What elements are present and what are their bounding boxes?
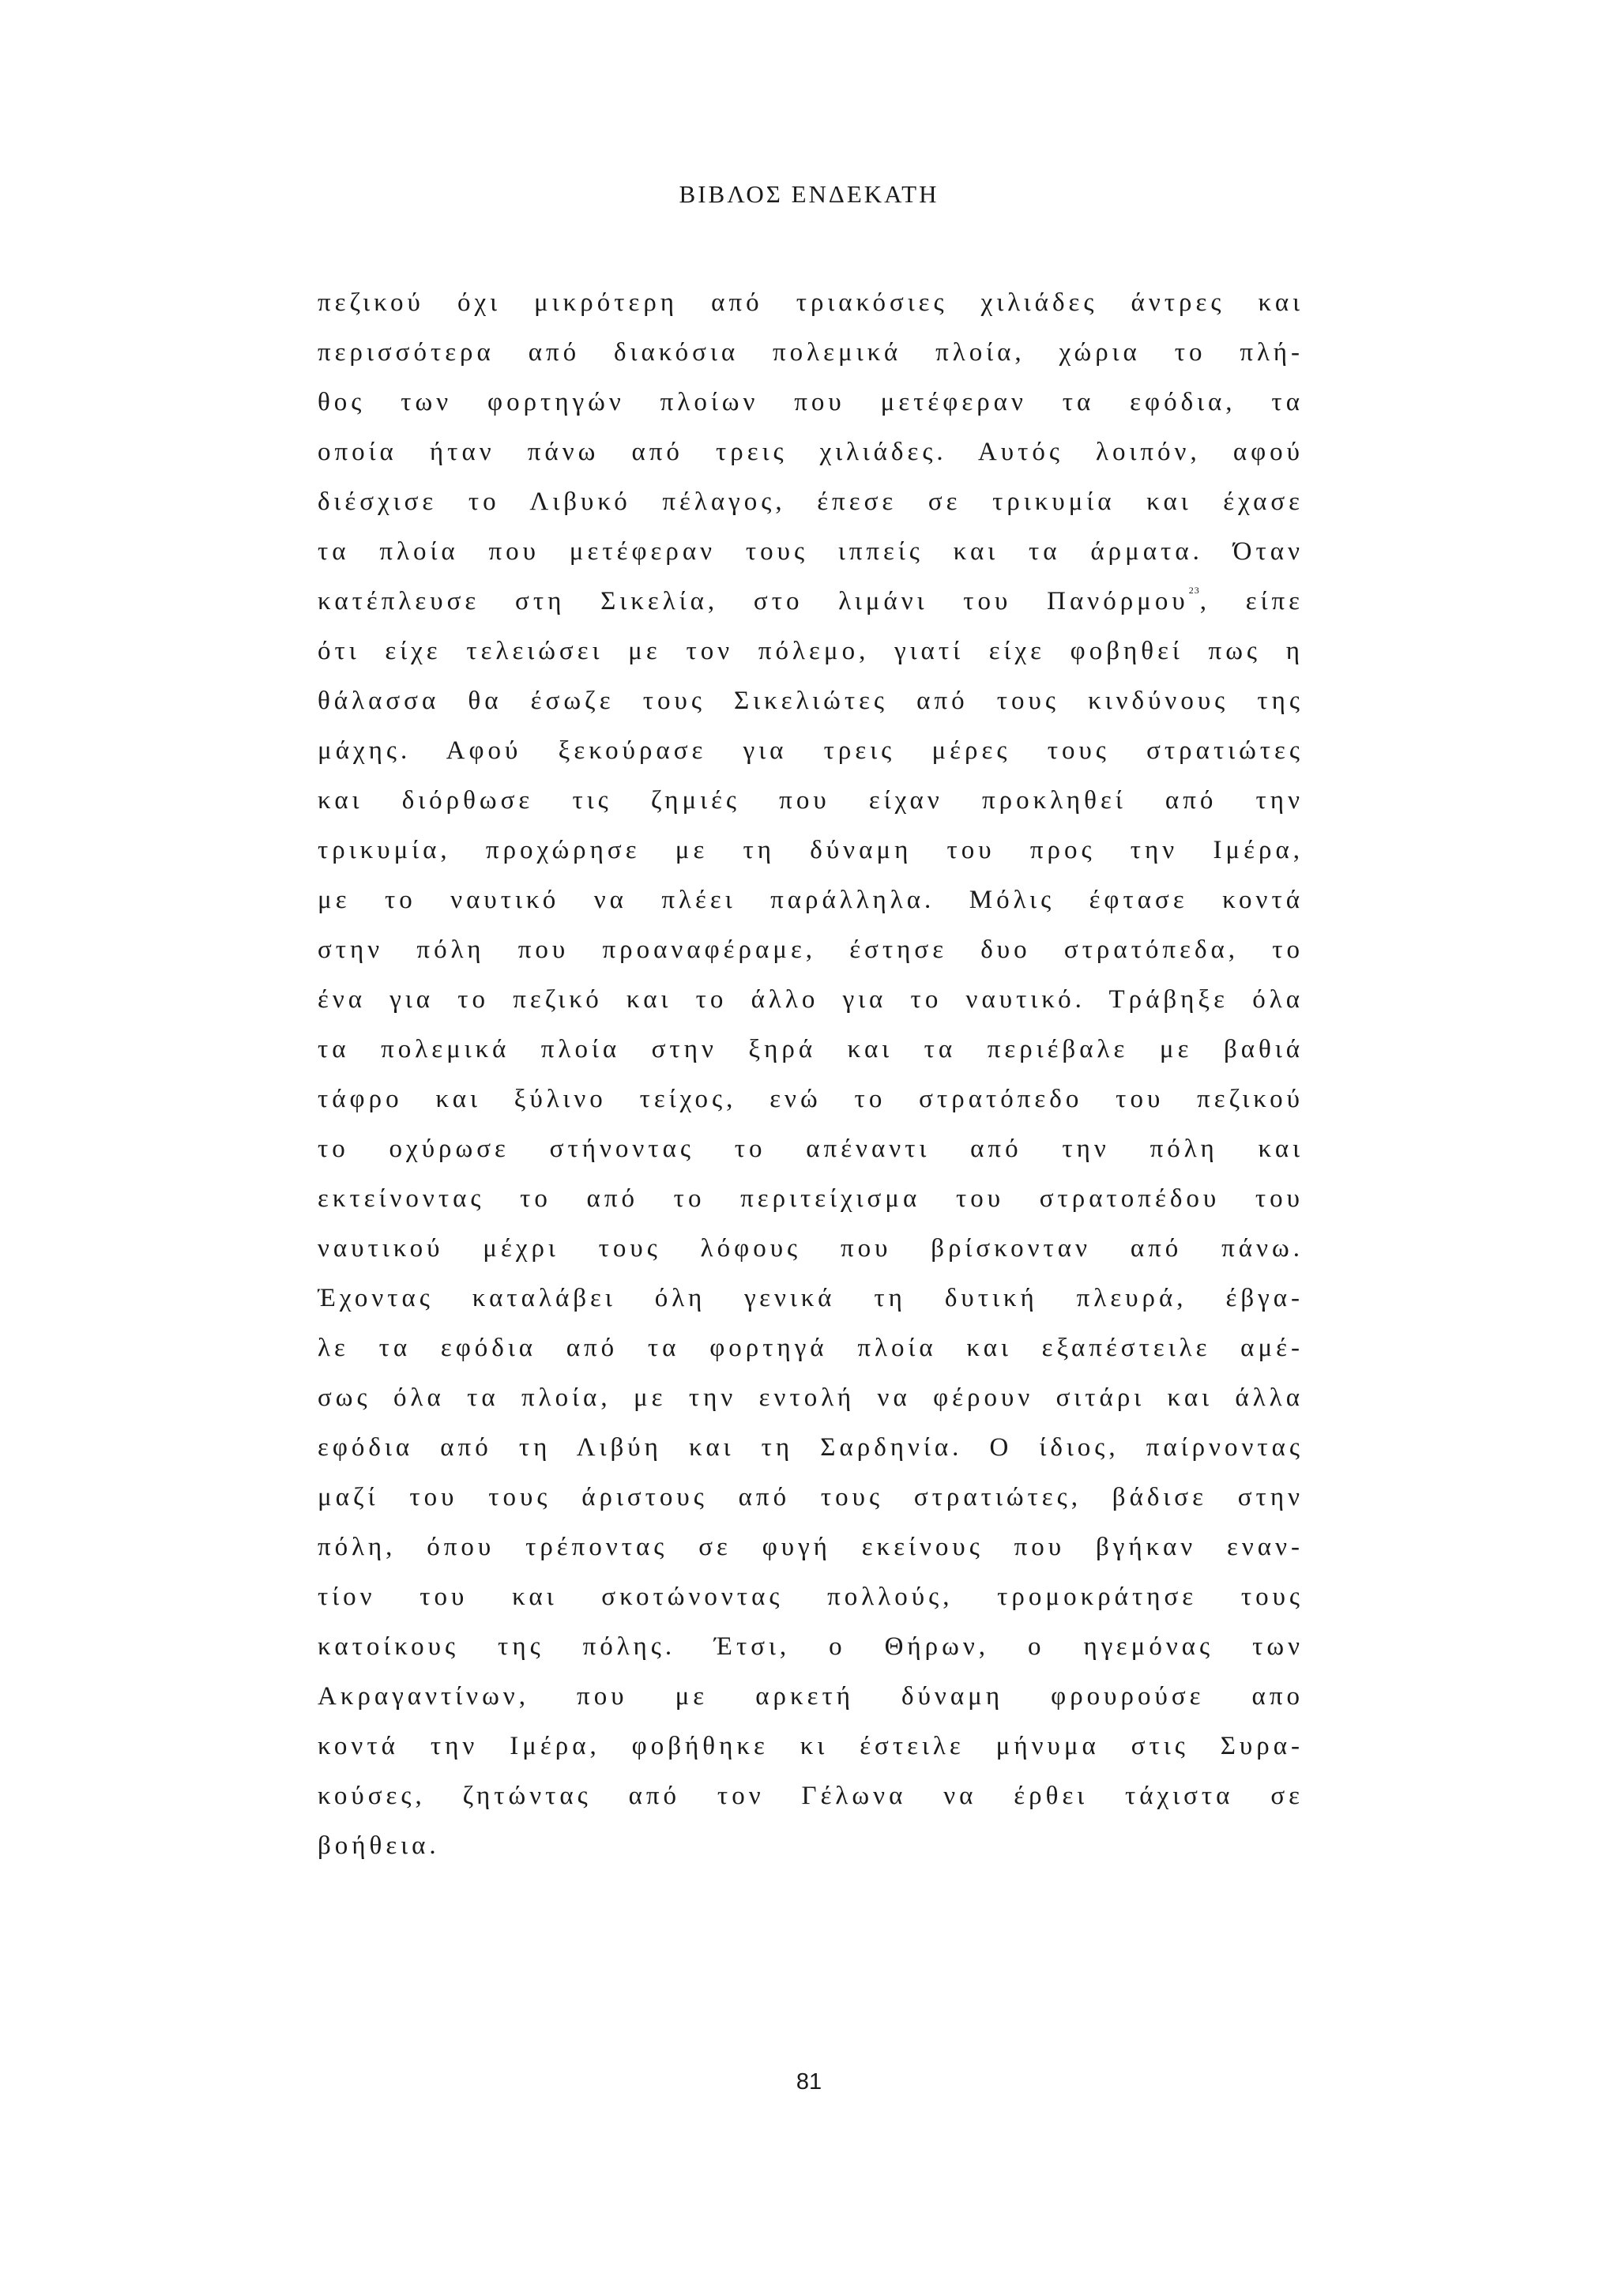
text-line: κατοίκους της πόλης. Έτσι, ο Θήρων, ο ηγεμόνας των bbox=[318, 1632, 1304, 1661]
text-line-part: κατέπλευσε στη Σικελία, στο λιμάνι του Πανόρμου bbox=[318, 587, 1189, 615]
text-line: κούσες, ζητώντας από τον Γέλωνα να έρθει τάχιστα σε bbox=[318, 1782, 1304, 1810]
text-line: στην πόλη που προαναφέραμε, έστησε δυο στρατόπεδα, το bbox=[318, 935, 1304, 964]
text-line: εκτείνοντας το από το περιτείχισμα του στρατοπέδου του bbox=[318, 1184, 1304, 1213]
body-text bbox=[318, 278, 1304, 1871]
text-line: περισσότερα από διακόσια πολεμικά πλοία, χώρια το πλή- bbox=[318, 338, 1304, 367]
text-line: πεζικού όχι μικρότερη από τριακόσιες χιλιάδες άντρες και bbox=[318, 288, 1304, 317]
text-line: τάφρο και ξύλινο τείχος, ενώ το στρατόπεδο του πεζικού bbox=[318, 1085, 1304, 1113]
footnote-marker[interactable]: 23 bbox=[1188, 585, 1200, 596]
text-line: τα πλοία που μετέφεραν τους ιππείς και τα άρματα. Όταν bbox=[318, 537, 1304, 566]
text-line: ναυτικού μέχρι τους λόφους που βρίσκονταν από πάνω. bbox=[318, 1234, 1304, 1263]
text-line: οποία ήταν πάνω από τρεις χιλιάδες. Αυτός λοιπόν, αφού bbox=[318, 438, 1304, 466]
text-line: θάλασσα θα έσωζε τους Σικελιώτες από τους κινδύνους της bbox=[318, 687, 1304, 715]
page-number: 81 bbox=[796, 2069, 822, 2095]
text-line: τίον του και σκοτώνοντας πολλούς, τρομοκράτησε τους bbox=[318, 1583, 1304, 1611]
text-line: πόλη, όπου τρέποντας σε φυγή εκείνους που βγήκαν εναν- bbox=[318, 1533, 1304, 1561]
text-line: τα πολεμικά πλοία στην ξηρά και τα περιέβαλε με βαθιά bbox=[318, 1035, 1304, 1063]
text-line: διέσχισε το Λιβυκό πέλαγος, έπεσε σε τρικυμία και έχασε bbox=[318, 487, 1304, 516]
text-line: σως όλα τα πλοία, με την εντολή να φέρουν σιτάρι και άλλα bbox=[318, 1383, 1304, 1412]
text-line-part: , είπε bbox=[1199, 587, 1304, 615]
text-line: Έχοντας καταλάβει όλη γενικά τη δυτική πλευρά, έβγα- bbox=[318, 1284, 1304, 1312]
text-line: τρικυμία, προχώρησε με τη δύναμη του προς την Ιμέρα, bbox=[318, 836, 1304, 864]
text-line: μάχης. Αφού ξεκούρασε για τρεις μέρες τους στρατιώτες bbox=[318, 736, 1304, 765]
text-line: το οχύρωσε στήνοντας το απέναντι από την πόλη και bbox=[318, 1135, 1304, 1163]
running-head-title: ΒΙΒΛΟΣ ΕΝΔΕΚΑΤΗ bbox=[679, 180, 939, 208]
text-line: και διόρθωσε τις ζημιές που είχαν προκληθεί από την bbox=[318, 786, 1304, 815]
text-line: μαζί του τους άριστους από τους στρατιώτες, βάδισε στην bbox=[318, 1483, 1304, 1511]
text-line: λε τα εφόδια από τα φορτηγά πλοία και εξαπέστειλε αμέ- bbox=[318, 1334, 1304, 1362]
text-line: Ακραγαντίνων, που με αρκετή δύναμη φρουρούσε απο bbox=[318, 1682, 1304, 1711]
text-line-last: βοήθεια. bbox=[318, 1831, 440, 1860]
text-line: κοντά την Ιμέρα, φοβήθηκε κι έστειλε μήνυμα στις Συρα- bbox=[318, 1732, 1304, 1760]
text-line: ένα για το πεζικό και το άλλο για το ναυτικό. Τράβηξε όλα bbox=[318, 985, 1304, 1014]
text-line: με το ναυτικό να πλέει παράλληλα. Μόλις έφτασε κοντά bbox=[318, 886, 1304, 914]
text-line: ότι είχε τελειώσει με τον πόλεμο, γιατί είχε φοβηθεί πως η bbox=[318, 637, 1304, 665]
text-line: εφόδια από τη Λιβύη και τη Σαρδηνία. Ο ίδιος, παίρνοντας bbox=[318, 1433, 1304, 1462]
text-line: θος των φορτηγών πλοίων που μετέφεραν τα εφόδια, τα bbox=[318, 388, 1304, 416]
text-line-with-footnote bbox=[318, 577, 1304, 627]
